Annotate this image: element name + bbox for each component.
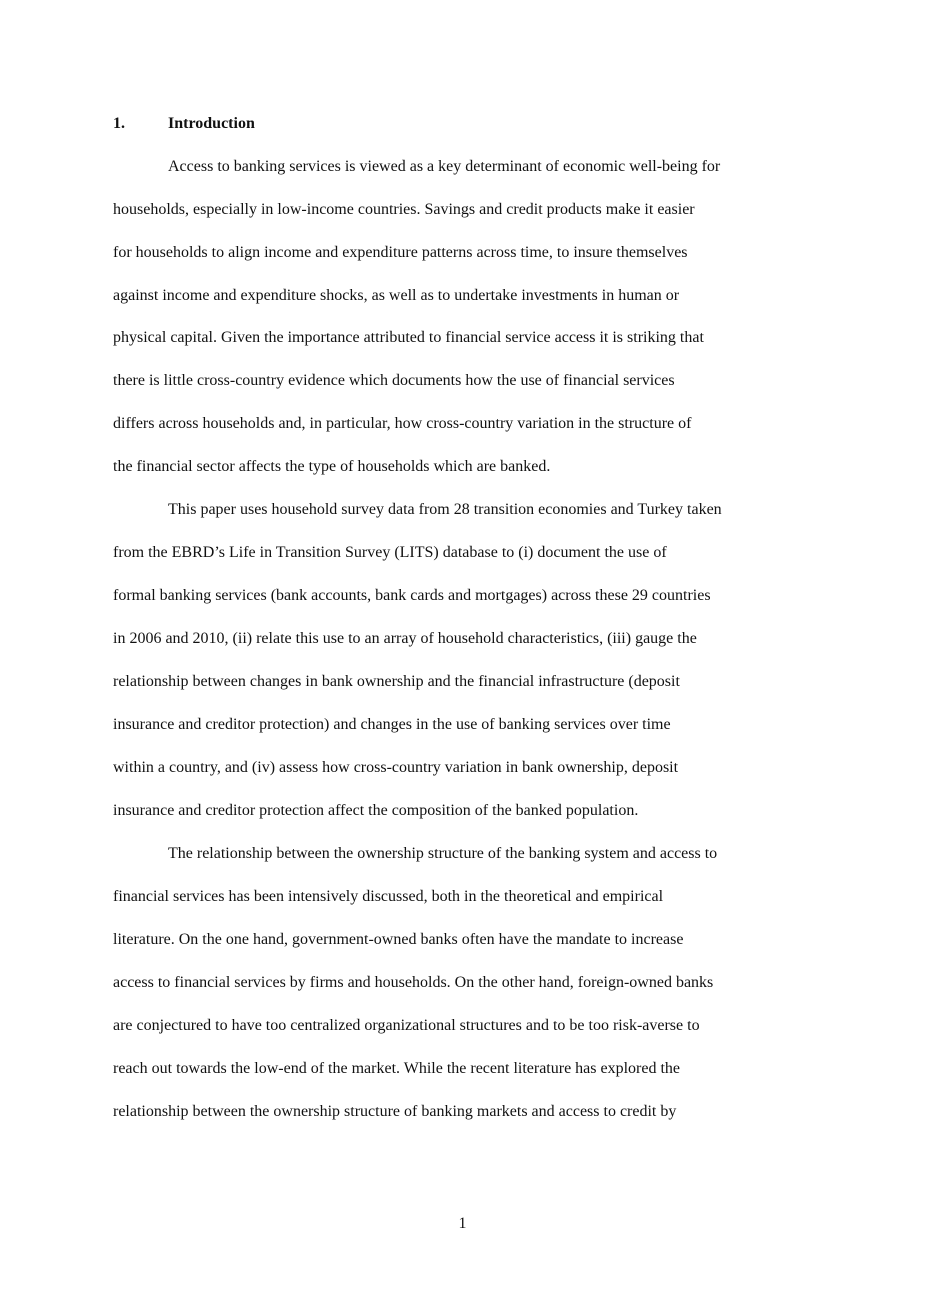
paragraph-line: from the EBRD’s Life in Transition Survey (LITS) database to (i) document the use of xyxy=(113,544,667,561)
paragraph-line: reach out towards the low-end of the market. While the recent literature has explored the xyxy=(113,1060,681,1077)
paragraph-line: are conjectured to have too centralized organizational structures and to be too risk-averse to xyxy=(113,1017,700,1034)
paragraph-line: Access to banking services is viewed as a key determinant of economic well-being for xyxy=(168,158,721,175)
paragraph-line: within a country, and (iv) assess how cross-country variation in bank ownership, deposit xyxy=(113,759,679,776)
paragraph-line: access to financial services by firms and households. On the other hand, foreign-owned banks xyxy=(113,974,714,991)
paragraph-line: physical capital. Given the importance attributed to financial service access it is striking that xyxy=(113,329,704,346)
paragraph-line: households, especially in low-income countries. Savings and credit products make it easier xyxy=(113,201,695,218)
paragraph-line: financial services has been intensively discussed, both in the theoretical and empirical xyxy=(113,888,664,905)
paragraph-line: The relationship between the ownership structure of the banking system and access to xyxy=(168,845,718,862)
paragraph-line: for households to align income and expenditure patterns across time, to insure themselves xyxy=(113,244,688,261)
section-number: 1. xyxy=(113,115,125,132)
paragraph-line: relationship between changes in bank ownership and the financial infrastructure (deposit xyxy=(113,673,680,690)
paragraph-line: insurance and creditor protection) and changes in the use of banking services over time xyxy=(113,716,671,733)
paragraph-line: the financial sector affects the type of households which are banked. xyxy=(113,458,551,475)
paragraph-line: in 2006 and 2010, (ii) relate this use to an array of household characteristics, (iii) gauge the xyxy=(113,630,697,647)
paragraph-line: literature. On the one hand, government-owned banks often have the mandate to increase xyxy=(113,931,684,948)
paragraph-line: relationship between the ownership structure of banking markets and access to credit by xyxy=(113,1103,677,1120)
paragraph-line: against income and expenditure shocks, as well as to undertake investments in human or xyxy=(113,287,680,304)
paragraph-line: insurance and creditor protection affect the composition of the banked population. xyxy=(113,802,639,819)
paragraph-line: formal banking services (bank accounts, bank cards and mortgages) across these 29 countries xyxy=(113,587,711,604)
paragraph-line: there is little cross-country evidence which documents how the use of financial services xyxy=(113,372,675,389)
paragraph-line: differs across households and, in particular, how cross-country variation in the structure of xyxy=(113,415,692,432)
section-heading xyxy=(113,113,255,135)
paragraph-line: This paper uses household survey data from 28 transition economies and Turkey taken xyxy=(168,501,722,518)
section-title: Introduction xyxy=(168,115,255,132)
page-number: 1 xyxy=(458,1215,467,1232)
